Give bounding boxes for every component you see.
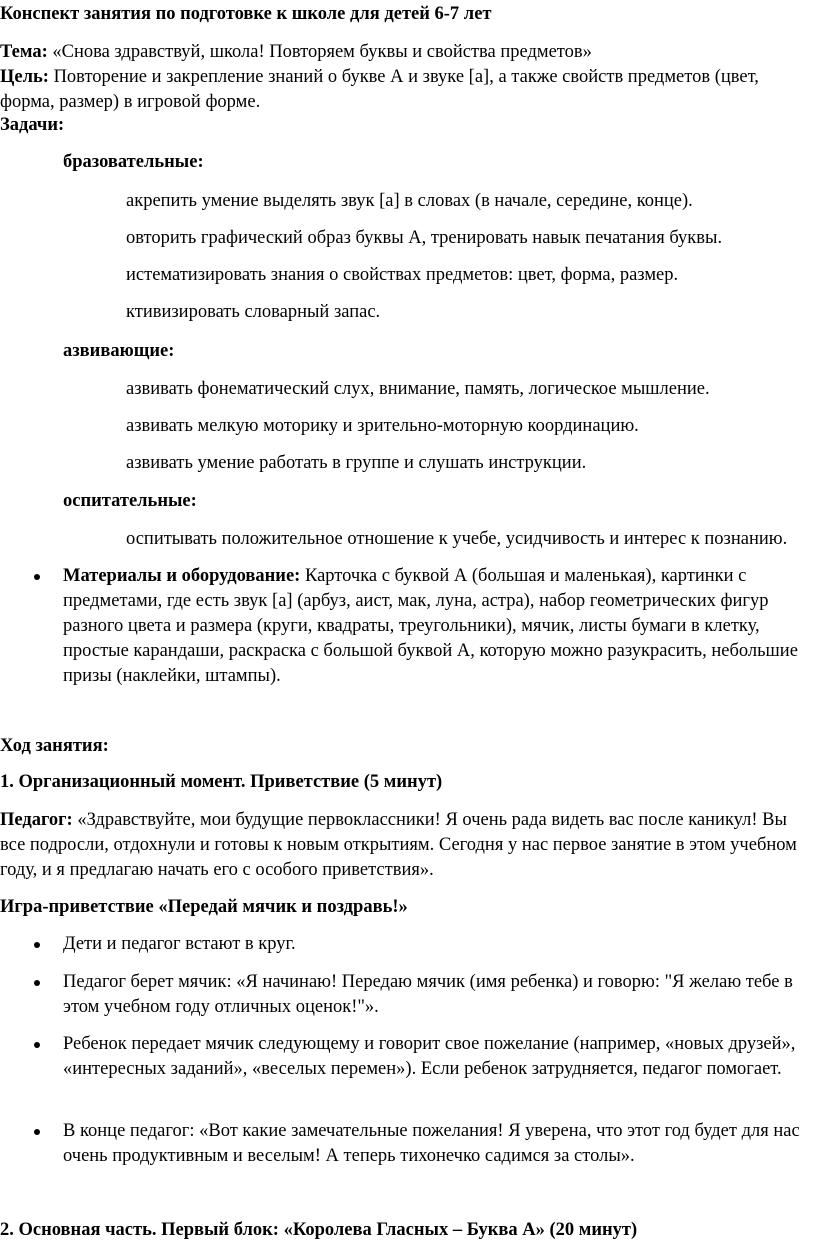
materials-label: Материалы и оборудование: <box>63 566 301 586</box>
game-list-item: Дети и педагог встают в круг. <box>63 934 296 954</box>
bullet-icon <box>34 574 40 580</box>
topic-text: «Снова здравствуй, школа! Повторяем буквы и свойства предметов» <box>52 42 592 62</box>
tasks-group-educational-title: бразовательные: <box>63 152 204 172</box>
bullet-icon <box>34 980 40 986</box>
bullet-icon <box>34 1129 40 1135</box>
tasks-group-upbringing-title: оспитательные: <box>63 491 197 511</box>
task-item: овторить графический образ буквы А, тренировать навык печатания буквы. <box>126 228 723 248</box>
topic-line <box>0 40 592 65</box>
goal-label: Цель: <box>0 67 49 87</box>
teacher-label: Педагог: <box>0 810 73 830</box>
document-title: Конспект занятия по подготовке к школе для детей 6-7 лет <box>0 4 492 24</box>
tasks-heading: Задачи: <box>0 115 65 135</box>
teacher-paragraph <box>0 808 800 883</box>
task-item: азвивать мелкую моторику и зрительно-моторную координацию. <box>126 416 639 436</box>
game-list-item: Ребенок передает мячик следующему и говорит свое пожелание (например, «новых друзей», «интересных заданий», «веселых перемен»). Если ребенок затрудняется, педагог помогает. <box>63 1034 796 1079</box>
goal-paragraph <box>0 65 808 115</box>
game-list-item: В конце педагог: «Вот какие замечательные пожелания! Я уверена, что этот год будет для нас очень продуктивным и веселым! А теперь тихонечко садимся за столы». <box>63 1121 800 1166</box>
topic-label: Тема: <box>0 42 48 62</box>
tasks-group-developing-title: азвивающие: <box>63 341 175 361</box>
task-item: азвивать фонематический слух, внимание, память, логическое мышление. <box>126 379 710 399</box>
task-item: истематизировать знания о свойствах предметов: цвет, форма, размер. <box>126 265 679 285</box>
materials-text: Карточка с буквой А (большая и маленькая), картинки с предметами, где есть звук [а] (арбуз, аист, мак, луна, астра), набор геометрических фигур разного цвета и размера (круги, квадраты, треугольники), мячик, листы бумаги в клетку, простые карандаши, раскраска с большой буквой А, которую можно разукрасить, небольшие призы (наклейки, штампы). <box>63 566 798 686</box>
section-2-heading: 2. Основная часть. Первый блок: «Королева Гласных – Буква А» (20 минут) <box>0 1220 638 1240</box>
bullet-icon <box>34 942 40 948</box>
course-heading: Ход занятия: <box>0 736 109 756</box>
game-list-item: Педагог берет мячик: «Я начинаю! Передаю мячик (имя ребенка) и говорю: "Я желаю тебе в этом учебном году отличных оценок!"». <box>63 972 793 1017</box>
game-title: Игра-приветствие «Передай мячик и поздравь!» <box>0 897 408 917</box>
goal-text: Повторение и закрепление знаний о букве А и звуке [а], а также свойств предметов (цвет, форма, размер) в игровой форме. <box>0 67 759 112</box>
section-1-heading: 1. Организационный момент. Приветствие (5 минут) <box>0 772 443 792</box>
task-item: ктивизировать словарный запас. <box>126 302 381 322</box>
bullet-icon <box>34 1042 40 1048</box>
teacher-text: «Здравствуйте, мои будущие первоклассники! Я очень рада видеть вас после каникул! Вы все подросли, отдохнули и готовы к новым открытиям. Сегодня у нас первое занятие в этом учебном году, и я предлагаю начать его с особого приветствия». <box>0 810 797 880</box>
task-item: оспитывать положительное отношение к учебе, усидчивость и интерес к познанию. <box>126 529 788 549</box>
materials-paragraph <box>63 564 803 689</box>
task-item: акрепить умение выделять звук [а] в словах (в начале, середине, конце). <box>126 191 693 211</box>
task-item: азвивать умение работать в группе и слушать инструкции. <box>126 453 587 473</box>
